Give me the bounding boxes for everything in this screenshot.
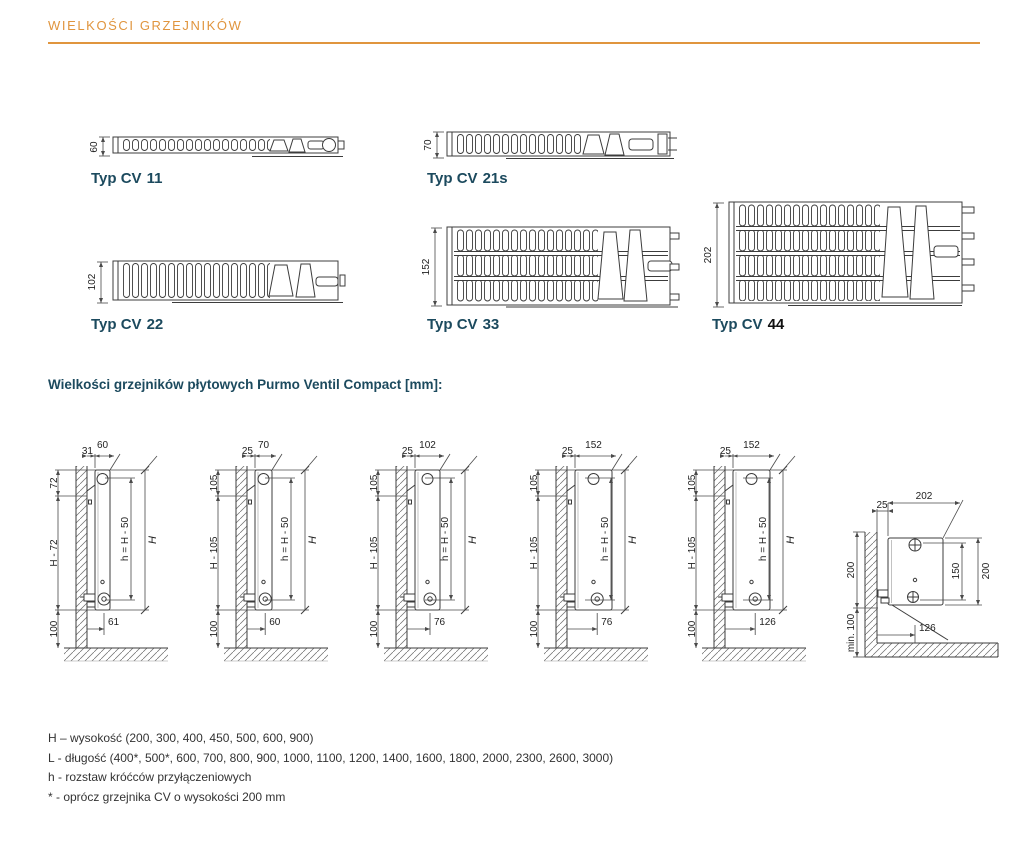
pipe-stub	[670, 233, 679, 239]
wall	[556, 466, 567, 648]
typ-number: 22	[146, 316, 164, 333]
svg-text:60: 60	[96, 440, 109, 451]
footnote-height: H – wysokość (200, 300, 400, 450, 500, 600, 900)	[48, 731, 314, 745]
pipe-stub	[962, 285, 974, 291]
footnote-except: * - oprócz grzejnika CV o wysokości 200 mm	[48, 789, 286, 804]
floor	[544, 648, 648, 661]
svg-text:H: H	[147, 536, 159, 544]
end-cap	[447, 132, 452, 156]
wall	[76, 466, 87, 648]
floor-hatch	[384, 648, 488, 661]
svg-text:152: 152	[585, 440, 602, 451]
wall-bracket	[407, 485, 415, 491]
floor-hatch	[544, 648, 648, 661]
wall-hatch	[76, 466, 87, 648]
svg-text:105: 105	[529, 474, 540, 492]
valve-inlet	[591, 593, 603, 605]
valve-body	[564, 594, 575, 601]
wall	[714, 466, 725, 648]
svg-text:h = H - 50: h = H - 50	[758, 516, 769, 562]
wall-bracket	[247, 485, 255, 491]
label-typ-cv11	[91, 170, 162, 187]
svg-text:105: 105	[369, 474, 380, 492]
side-view-cv21s	[205, 428, 365, 678]
pipe-stub	[962, 207, 974, 213]
svg-text:100: 100	[209, 620, 220, 638]
svg-text:25: 25	[561, 446, 573, 457]
valve-inlet	[98, 593, 110, 605]
label-typ-cv44	[712, 316, 784, 333]
end-cap	[113, 261, 118, 300]
cv33-depth-dimension	[418, 224, 442, 310]
valve-body	[722, 594, 733, 601]
svg-text:102: 102	[87, 273, 98, 291]
svg-text:200: 200	[981, 562, 992, 580]
svg-text:31: 31	[81, 446, 93, 457]
label-typ-cv33	[427, 316, 499, 333]
wall-bracket	[725, 485, 733, 491]
svg-text:H - 105: H - 105	[687, 536, 698, 570]
svg-text:H: H	[467, 536, 479, 544]
floor-hatch	[64, 648, 168, 661]
label-typ-cv22	[91, 316, 163, 333]
cv21s-depth-dimension	[420, 128, 444, 162]
valve-inlet	[259, 593, 271, 605]
wall-bracket	[567, 485, 575, 491]
svg-text:H: H	[307, 536, 319, 544]
valve-body	[404, 594, 415, 601]
svg-text:H: H	[627, 536, 639, 544]
svg-text:H - 105: H - 105	[369, 536, 380, 570]
typ-prefix: Typ CV	[91, 170, 142, 187]
svg-text:70: 70	[257, 440, 270, 451]
svg-text:h = H - 50: h = H - 50	[440, 516, 451, 562]
wall	[236, 466, 247, 648]
cv22-cross-section	[112, 258, 346, 306]
svg-text:150: 150	[951, 562, 962, 580]
wall-hatch	[714, 466, 725, 648]
svg-text:152: 152	[421, 258, 432, 276]
wall	[396, 466, 407, 648]
side-view-diagram	[525, 428, 685, 678]
convector-fins	[122, 139, 270, 151]
vent-plug	[258, 474, 269, 485]
svg-text:202: 202	[915, 491, 933, 502]
footnote-length: L - długość (400*, 500*, 600, 700, 800, 900, 1000, 1100, 1200, 1400, 1600, 1800, 2000, 2300, 2600, 3000)	[48, 750, 614, 765]
floor	[64, 648, 168, 661]
radiator-panel	[415, 470, 440, 610]
valve-body	[878, 590, 888, 597]
floor-hatch	[865, 643, 998, 657]
wall-hatch	[396, 466, 407, 648]
typ-number: 33	[482, 316, 500, 333]
typ-number: 11	[146, 170, 163, 187]
side-view-diagram	[365, 428, 525, 678]
convector-fins	[456, 229, 598, 303]
cv11-depth-dimension	[86, 132, 110, 162]
radiator	[878, 538, 948, 640]
cv44-cross-section	[728, 199, 980, 311]
vent-plug	[97, 474, 108, 485]
radiator-panel	[255, 470, 272, 610]
side-view-cv22	[365, 428, 525, 678]
detail-view-min-height	[845, 473, 1027, 673]
svg-text:h = H - 50: h = H - 50	[600, 516, 611, 562]
floor	[702, 648, 806, 661]
svg-text:126: 126	[919, 623, 936, 634]
pipe-stub	[962, 259, 974, 265]
typ-number: 44	[767, 316, 785, 333]
svg-text:126: 126	[759, 617, 776, 628]
vent-plug	[746, 474, 757, 485]
svg-text:60: 60	[269, 617, 281, 628]
end-cap	[447, 227, 452, 305]
cv21s-cross-section	[446, 128, 680, 162]
footnotes	[48, 729, 613, 807]
typ-prefix: Typ CV	[427, 170, 478, 187]
typ-prefix: Typ CV	[427, 316, 478, 333]
svg-text:h = H - 50: h = H - 50	[280, 516, 291, 562]
wall-hatch	[236, 466, 247, 648]
side-view-cv33	[525, 428, 685, 678]
wall-hatch	[865, 532, 877, 643]
svg-text:H - 105: H - 105	[209, 536, 220, 570]
cv11-cross-section	[112, 134, 346, 160]
typ-number: 21s	[482, 170, 508, 187]
side-view-diagram	[45, 428, 205, 678]
svg-text:105: 105	[687, 474, 698, 492]
convector-fins	[122, 263, 270, 298]
radiator-panel	[95, 470, 110, 610]
svg-text:h = H - 50: h = H - 50	[120, 516, 131, 562]
svg-text:25: 25	[401, 446, 413, 457]
svg-text:152: 152	[743, 440, 760, 451]
vent-plug	[588, 474, 599, 485]
svg-text:100: 100	[369, 620, 380, 638]
floor-hatch	[702, 648, 806, 661]
svg-text:H - 105: H - 105	[529, 536, 540, 570]
svg-text:70: 70	[423, 139, 434, 151]
wall-hatch	[556, 466, 567, 648]
svg-text:200: 200	[846, 561, 857, 579]
cv33-cross-section	[446, 224, 682, 310]
floor	[224, 648, 328, 661]
cv44-depth-dimension	[700, 199, 724, 311]
title-rule	[48, 42, 980, 44]
valve-circle	[323, 139, 336, 152]
label-typ-cv21s	[427, 170, 508, 187]
svg-text:100: 100	[529, 620, 540, 638]
floor-hatch	[224, 648, 328, 661]
svg-text:min. 100: min. 100	[846, 613, 857, 653]
svg-text:H - 72: H - 72	[49, 539, 60, 567]
svg-text:76: 76	[434, 617, 446, 628]
svg-text:102: 102	[419, 440, 436, 451]
svg-text:60: 60	[89, 141, 100, 153]
valve-inlet	[424, 593, 436, 605]
side-view-cv11	[45, 428, 205, 678]
pipe-stub	[962, 233, 974, 239]
section-title: Wielkości grzejników płytowych Purmo Ventil Compact [mm]:	[48, 377, 443, 392]
footnote-pitch: h - rozstaw króćców przyłączeniowych	[48, 770, 252, 784]
cv22-depth-dimension	[84, 258, 108, 306]
svg-text:100: 100	[49, 620, 60, 638]
valve-body	[244, 594, 255, 601]
floor	[384, 648, 488, 661]
valve-body	[84, 594, 95, 601]
end-cap	[113, 137, 118, 153]
svg-text:76: 76	[601, 617, 613, 628]
typ-prefix: Typ CV	[91, 316, 142, 333]
svg-text:61: 61	[108, 617, 120, 628]
svg-text:100: 100	[687, 620, 698, 638]
side-view-diagram	[205, 428, 365, 678]
svg-text:25: 25	[241, 446, 253, 457]
side-view-cv44	[683, 428, 843, 678]
side-view-diagram	[683, 428, 843, 678]
vent-plug	[422, 474, 433, 485]
svg-text:H: H	[785, 536, 797, 544]
svg-text:25: 25	[876, 500, 888, 511]
typ-prefix: Typ CV	[712, 316, 763, 333]
end-cap	[729, 202, 734, 303]
svg-text:25: 25	[719, 446, 731, 457]
svg-text:105: 105	[209, 474, 220, 492]
wall-bracket	[87, 485, 95, 491]
svg-text:202: 202	[703, 246, 714, 264]
pipe-stub	[670, 294, 679, 300]
convector-fins	[456, 134, 582, 154]
pipe-stub	[670, 264, 679, 270]
valve-inlet	[749, 593, 761, 605]
page-title: WIELKOŚCI GRZEJNIKÓW	[48, 18, 243, 33]
svg-text:72: 72	[49, 477, 60, 489]
